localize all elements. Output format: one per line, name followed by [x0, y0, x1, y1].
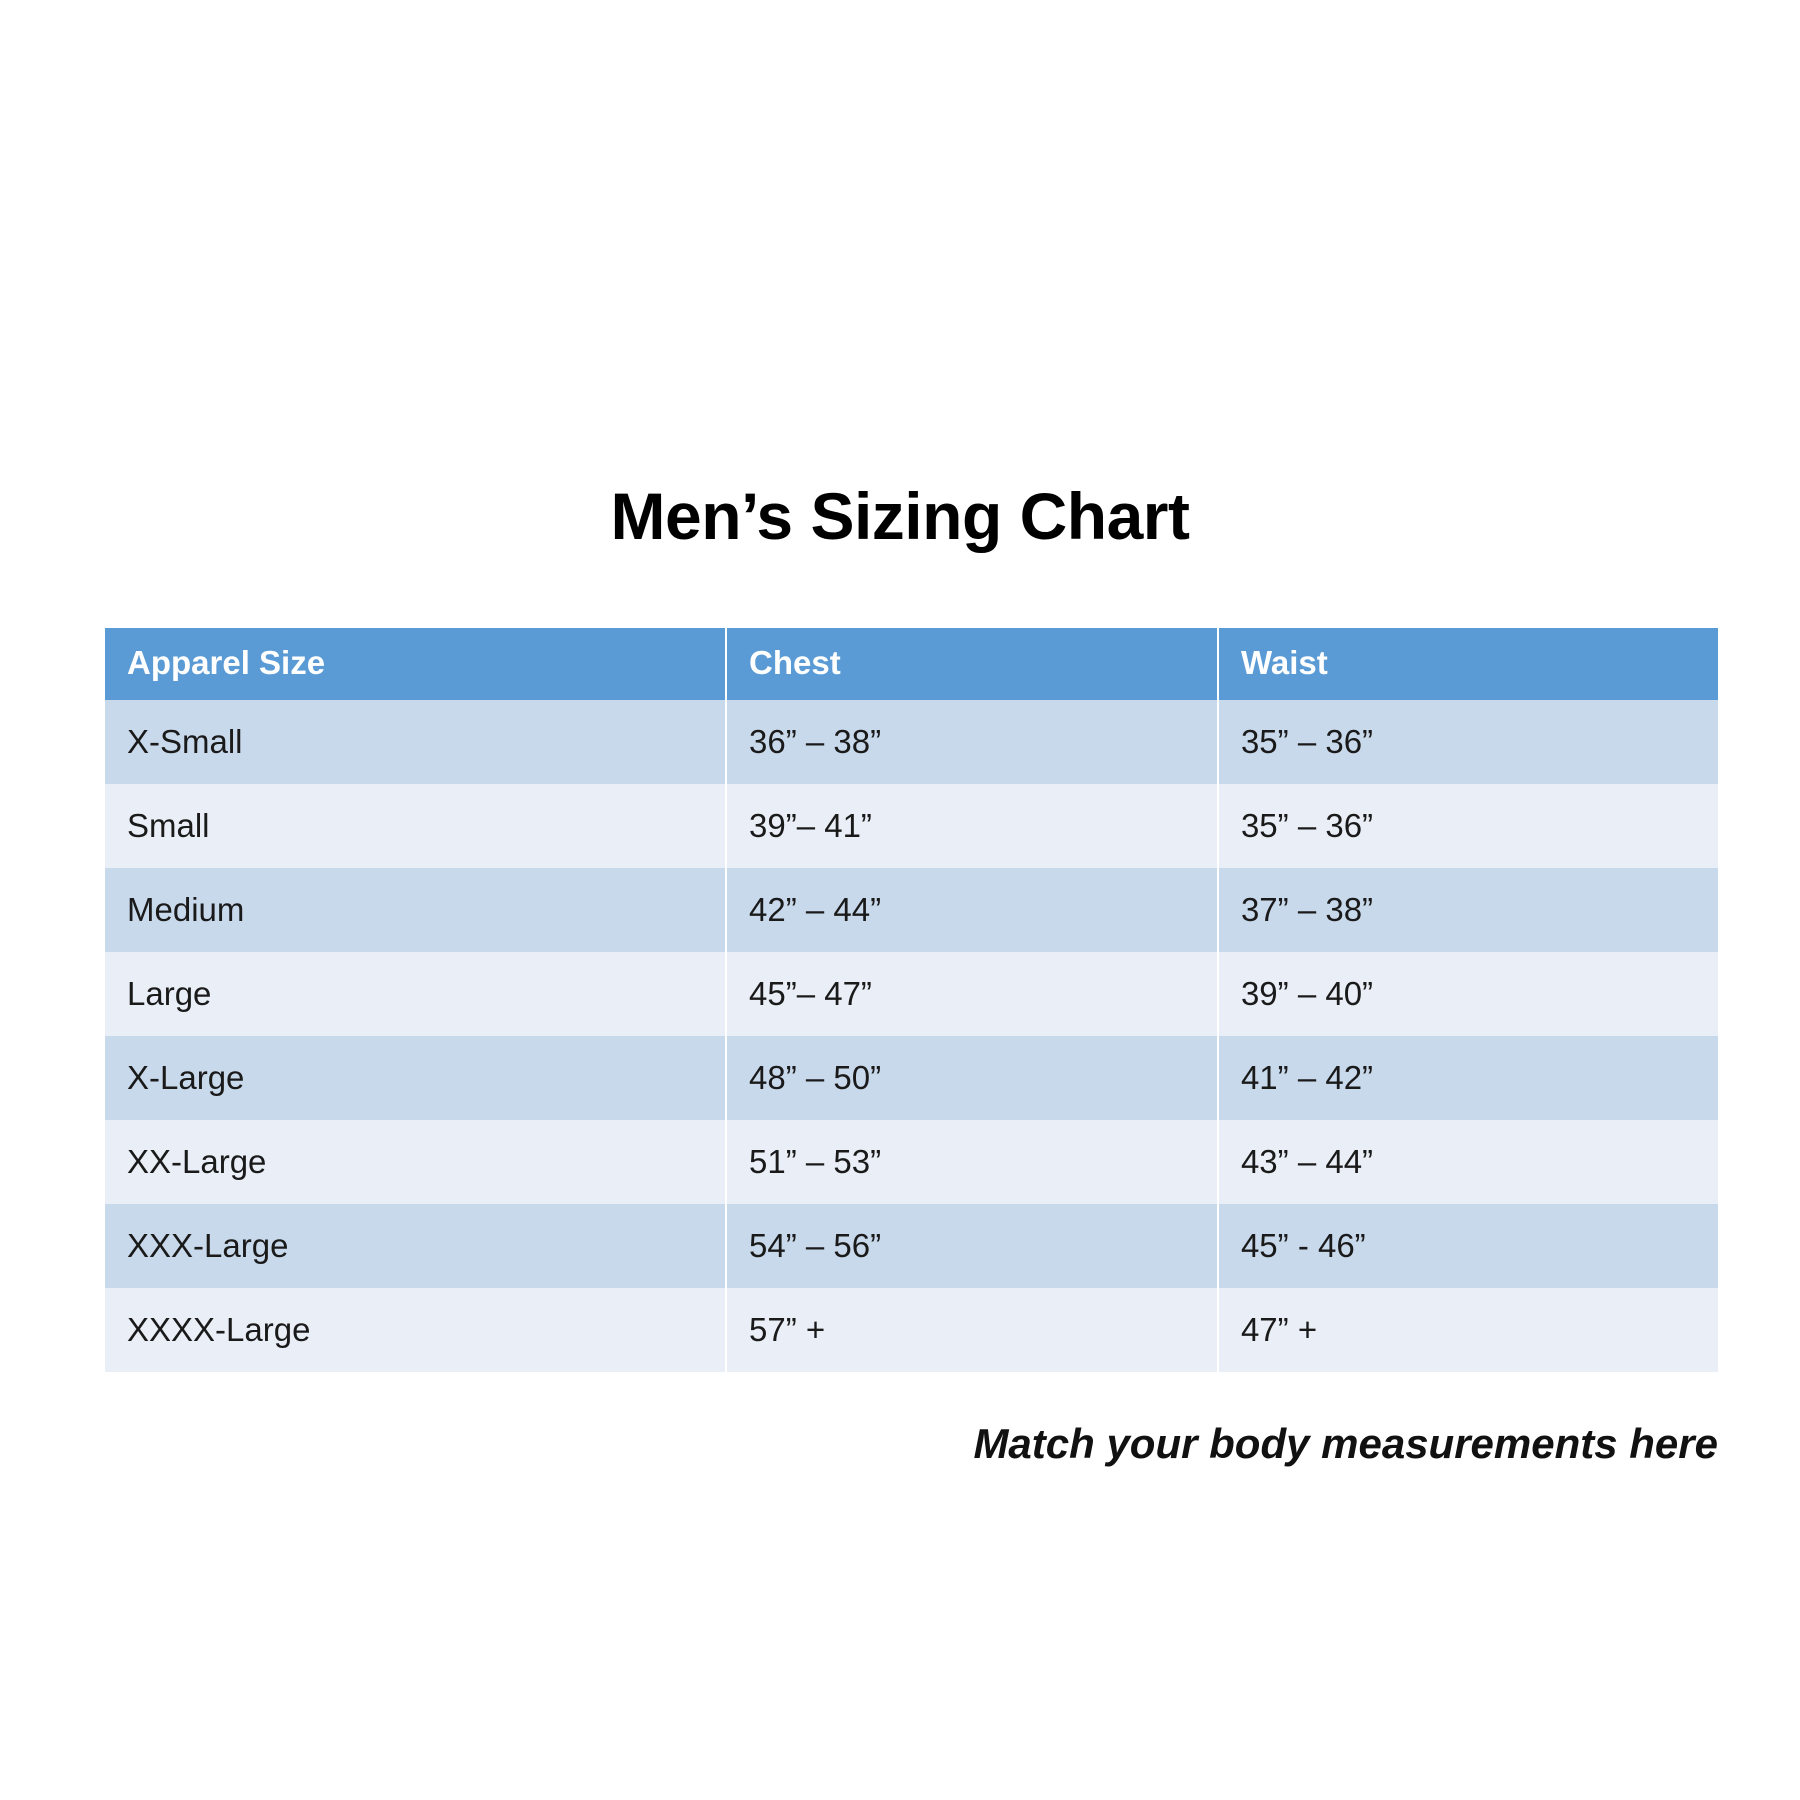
- table-row: [105, 1120, 1718, 1204]
- table-header: [105, 628, 1718, 700]
- cell-chest: 54” – 56”: [726, 1204, 1218, 1288]
- cell-waist: 43” – 44”: [1218, 1120, 1718, 1204]
- table-header-row: [105, 628, 1718, 700]
- cell-chest: 36” – 38”: [726, 700, 1218, 784]
- cell-apparel-size: Small: [105, 784, 726, 868]
- cell-waist: 47” +: [1218, 1288, 1718, 1372]
- cell-apparel-size: Medium: [105, 868, 726, 952]
- column-header-waist: Waist: [1218, 628, 1718, 700]
- cell-chest: 39”– 41”: [726, 784, 1218, 868]
- cell-waist: 41” – 42”: [1218, 1036, 1718, 1120]
- table-row: [105, 1288, 1718, 1372]
- page-title: Men’s Sizing Chart: [610, 479, 1190, 553]
- table-row: [105, 1204, 1718, 1288]
- column-header-apparel-size: Apparel Size: [105, 628, 726, 700]
- cell-waist: 35” – 36”: [1218, 700, 1718, 784]
- cell-apparel-size: X-Large: [105, 1036, 726, 1120]
- table-row: [105, 700, 1718, 784]
- cell-apparel-size: XX-Large: [105, 1120, 726, 1204]
- sizing-table: [105, 628, 1718, 1372]
- table-row: [105, 868, 1718, 952]
- footnote-text: Match your body measurements here: [973, 1420, 1718, 1467]
- cell-chest: 51” – 53”: [726, 1120, 1218, 1204]
- table-row: [105, 784, 1718, 868]
- cell-waist: 37” – 38”: [1218, 868, 1718, 952]
- cell-apparel-size: XXXX-Large: [105, 1288, 726, 1372]
- cell-apparel-size: X-Small: [105, 700, 726, 784]
- table-body: [105, 700, 1718, 1372]
- cell-waist: 35” – 36”: [1218, 784, 1718, 868]
- cell-chest: 45”– 47”: [726, 952, 1218, 1036]
- column-header-chest: Chest: [726, 628, 1218, 700]
- cell-apparel-size: XXX-Large: [105, 1204, 726, 1288]
- sizing-table-container: [105, 628, 1718, 1372]
- table-row: [105, 952, 1718, 1036]
- cell-chest: 57” +: [726, 1288, 1218, 1372]
- cell-chest: 42” – 44”: [726, 868, 1218, 952]
- cell-chest: 48” – 50”: [726, 1036, 1218, 1120]
- cell-waist: 45” - 46”: [1218, 1204, 1718, 1288]
- cell-waist: 39” – 40”: [1218, 952, 1718, 1036]
- table-row: [105, 1036, 1718, 1120]
- cell-apparel-size: Large: [105, 952, 726, 1036]
